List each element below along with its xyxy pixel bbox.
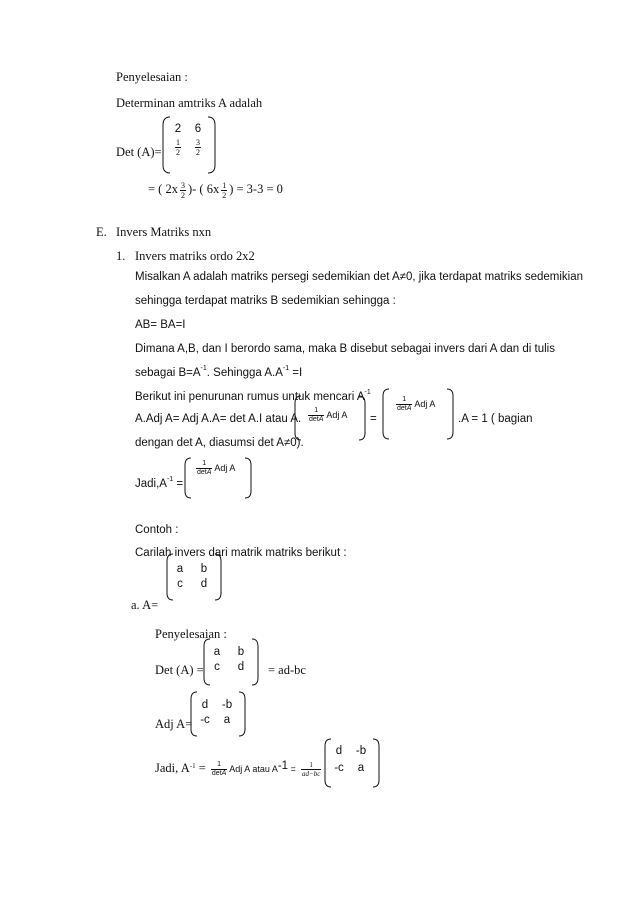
matrix-abcd — [166, 553, 222, 601]
matrix-a-numeric — [162, 116, 216, 174]
derivation-bracket-2: $\frac{1}{\det A}$ Adj A — [382, 388, 454, 440]
matrix-cell: a — [223, 714, 231, 726]
matrix-cell-fraction: $\frac{3}{2}$ — [196, 138, 200, 157]
matrix-cell: a — [213, 646, 221, 658]
equals-sign: = — [370, 413, 377, 425]
body-line: Berikut ini penurunan rumus untuk mencari $A^{-1}$ — [135, 389, 371, 403]
body-line: sehingga terdapat matriks B sedemikian sehingga : — [135, 295, 396, 307]
matrix-cell: a — [176, 563, 184, 575]
example-solution-heading: Penyelesaian : — [155, 627, 227, 641]
matrix-cell: c — [214, 661, 220, 673]
det-result: = ad-bc — [268, 663, 306, 677]
matrix-cell: -b — [221, 699, 233, 711]
derivation-end: .A = 1 ( bagian — [458, 413, 533, 425]
matrix-cell: c — [177, 578, 183, 590]
section-title: Invers Matriks nxn — [116, 225, 212, 239]
body-line: sebagai $B=A^{-1}$. Sehingga $A.A^{-1} =I$ — [135, 365, 303, 379]
body-line: Dimana A,B, dan I berordo sama, maka B disebut sebagai invers dari A dan di tulis — [135, 343, 555, 355]
det-label: Det (A) = — [155, 663, 204, 677]
matrix-cell-fraction: $\frac{1}{2}$ — [176, 138, 180, 157]
matrix-cell: d — [201, 699, 209, 711]
det-label: Det (A)= — [116, 145, 162, 159]
matrix-cell: -b — [355, 745, 367, 757]
matrix-cell: 2 — [174, 123, 182, 135]
result-bracket: $\frac{1}{\det A}$ Adj A — [184, 457, 252, 499]
matrix-cell: d — [237, 661, 245, 673]
solution-heading: Penyelesaian : — [116, 70, 188, 84]
matrix-cell: -c — [200, 714, 210, 726]
matrix-cell: -c — [334, 762, 344, 774]
matrix-cell: b — [237, 646, 245, 658]
determinant-title: Determinan amtriks A adalah — [116, 96, 263, 110]
body-line: dengan det A, diasumsi det A≠0). — [135, 437, 304, 449]
matrix-cell: d — [200, 578, 208, 590]
example-prompt: Carilah invers dari matrik matriks berikut : — [135, 547, 347, 559]
result-label: $Jadi,A^{-1}$ = — [135, 476, 184, 490]
item-title: Invers matriks ordo 2x2 — [135, 249, 255, 263]
matrix-abcd-det — [203, 638, 259, 686]
example-heading: Contoh : — [135, 524, 179, 536]
final-result: Jadi, $A^{-1}$ = $\frac{1}{\det A}$ Adj A atau $A^{-1}$ = $\frac{1}{ad-bc}$ — [155, 760, 321, 778]
derivation-bracket-1: $\frac{1}{\det A}$ Adj A — [294, 395, 366, 441]
example-a-label: a. A= — [131, 598, 159, 612]
matrix-cell: b — [200, 563, 208, 575]
body-line: Misalkan A adalah matriks persegi sedemikian det A≠0, jika terdapat matriks sedemikian — [135, 271, 584, 283]
adj-label: Adj A= — [155, 717, 193, 731]
determinant-calculation: = ( 2x $\frac{3}{2}$ )- ( 6x $\frac{1}{2}$ ) = 3-3 = 0 — [148, 180, 283, 200]
section-letter: E. — [96, 225, 107, 239]
matrix-cell: 6 — [194, 123, 202, 135]
matrix-cell: d — [335, 745, 343, 757]
derivation-text: A.Adj A= Adj A.A= det A.I atau A. — [135, 413, 302, 425]
item-number: 1. — [116, 249, 126, 263]
matrix-cell: a — [357, 762, 365, 774]
adjoint-matrix — [190, 691, 246, 737]
body-line: AB= BA=I — [135, 319, 186, 331]
final-matrix — [324, 738, 380, 788]
